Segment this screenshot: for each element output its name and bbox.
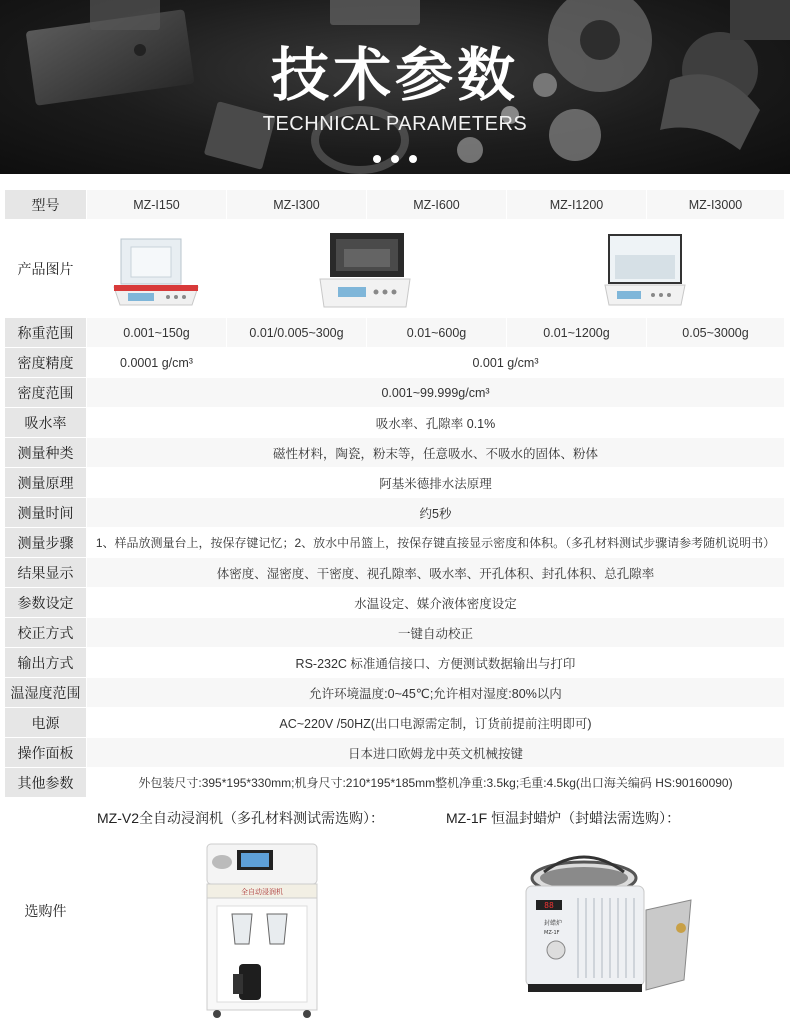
page-subtitle: TECHNICAL PARAMETERS [262,113,528,135]
product-image-mz-i300-i600 [226,220,505,318]
value-cell: 外包装尺寸:395*195*330mm;机身尺寸:210*195*185mm整机净重:3.5kg;毛重:4.5kg(出口海关编码 HS:90160090) [87,768,785,798]
value-cell: 0.001~99.999g/cm³ [87,378,785,408]
table-row [5,618,785,648]
table-row [5,348,785,378]
row-label: 结果显示 [5,558,87,588]
svg-text:88: 88 [544,901,554,910]
option-impregnation-machine [87,798,436,1024]
model-cell: MZ-I3000 [647,190,785,220]
row-label: 吸水率 [5,408,87,438]
value-cell: 0.01/0.005~300g [227,318,367,348]
table-row-options [5,798,785,1024]
row-label: 产品图片 [5,220,87,318]
density-balance-icon [599,229,689,309]
table-row [5,678,785,708]
row-label: 测量时间 [5,498,87,528]
device-label-text: 封蜡炉 [544,920,563,927]
value-cell: 体密度、湿密度、干密度、视孔隙率、吸水率、开孔体积、封孔体积、总孔隙率 [87,558,785,588]
table-row [5,708,785,738]
option-label: MZ-V2全自动浸润机（多孔材料测试需选购）： [97,810,384,826]
row-label: 称重范围 [5,318,87,348]
carousel-dot[interactable] [409,155,417,163]
row-label: 输出方式 [5,648,87,678]
density-balance-icon [310,227,420,311]
product-image-mz-i1200-i3000 [505,220,784,318]
table-row [5,468,785,498]
row-label: 密度精度 [5,348,87,378]
carousel-dot[interactable] [391,155,399,163]
row-label: 电源 [5,708,87,738]
svg-text:全自动浸润机: 全自动浸润机 [241,888,283,896]
option-label: MZ-1F 恒温封蜡炉（封蜡法需选购）： [446,810,681,826]
wax-furnace-image [506,850,696,1000]
table-row [5,648,785,678]
value-cell: 0.001~150g [87,318,227,348]
spec-table [5,190,785,1024]
value-cell: 水温设定、媒介液体密度设定 [87,588,785,618]
row-label: 校正方式 [5,618,87,648]
value-cell: 吸水率、孔隙率 0.1% [87,408,785,438]
row-label: 其他参数 [5,768,87,798]
row-label: 型号 [5,190,87,220]
table-row [5,588,785,618]
table-row [5,528,785,558]
table-row [5,768,785,798]
option-wax-furnace [436,798,785,1024]
value-cell: 0.01~1200g [507,318,647,348]
page-title: 技术参数 [270,41,519,109]
value-cell: 0.05~3000g [647,318,785,348]
row-label: 温湿度范围 [5,678,87,708]
row-label: 测量原理 [5,468,87,498]
carousel-dot[interactable] [373,155,381,163]
value-cell: 阿基米德排水法原理 [87,468,785,498]
table-row [5,738,785,768]
carousel-dots [0,155,790,163]
density-balance-icon [106,229,206,309]
table-row [5,378,785,408]
device-model-text: MZ-1F [544,930,560,936]
value-cell: AC~220V /50HZ(出口电源需定制，订货前提前注明即可) [87,708,785,738]
product-image-mz-i150 [87,220,226,318]
model-cell: MZ-I1200 [507,190,647,220]
table-row [5,558,785,588]
table-row-model [5,190,785,220]
header-banner [0,0,790,174]
model-cell: MZ-I600 [367,190,507,220]
model-cell: MZ-I150 [87,190,227,220]
value-cell: 约5秒 [87,498,785,528]
value-cell: 1、样品放测量台上，按保存键记忆；2、放水中吊篮上，按保存键直接显示密度和体积。（多孔材料测试步骤请参考随机说明书） [87,528,785,558]
value-cell: 0.01~600g [367,318,507,348]
table-row [5,318,785,348]
value-cell: 磁性材料，陶瓷，粉末等，任意吸水、不吸水的固体、粉体 [87,438,785,468]
options-box [87,798,785,1024]
product-image-empty [784,220,785,318]
row-label: 操作面板 [5,738,87,768]
model-cell: MZ-I300 [227,190,367,220]
value-cell: 0.001 g/cm³ [227,348,785,378]
table-row [5,498,785,528]
row-label: 密度范围 [5,378,87,408]
row-label: 选购件 [5,798,87,1024]
table-row [5,438,785,468]
table-row [5,408,785,438]
table-row-images [5,220,785,318]
value-cell: 允许环境温度:0~45℃;允许相对湿度:80%以内 [87,678,785,708]
impregnation-machine-image [197,834,327,1020]
value-cell: 0.0001 g/cm³ [87,348,227,378]
value-cell: 日本进口欧姆龙中英文机械按键 [87,738,785,768]
value-cell: 一键自动校正 [87,618,785,648]
row-label: 参数设定 [5,588,87,618]
row-label: 测量种类 [5,438,87,468]
value-cell: RS-232C 标准通信接口、方便测试数据输出与打印 [87,648,785,678]
row-label: 测量步骤 [5,528,87,558]
